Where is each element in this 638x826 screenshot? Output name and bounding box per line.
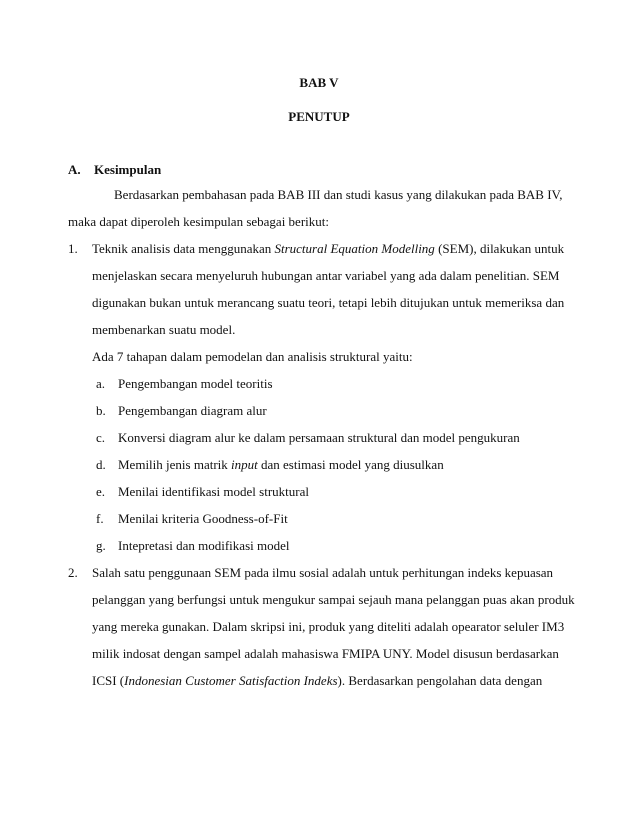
section-mark: A. [68, 162, 81, 177]
item-2-line-5 [92, 673, 556, 689]
item-1-line-3: digunakan bukan untuk merancang suatu teori, tetapi lebih ditujukan untuk memeriksa dan [92, 295, 565, 310]
step-e [96, 484, 309, 500]
step-letter: a. [96, 376, 106, 391]
intro-line-2: maka dapat diperoleh kesimpulan sebagai berikut: [68, 214, 329, 229]
step-f [96, 511, 288, 527]
chapter-number-text: BAB V [299, 75, 339, 90]
chapter-title-text: PENUTUP [288, 109, 350, 124]
item-2-number: 2. [68, 565, 78, 580]
step-text-b: dan estimasi model yang diusulkan [261, 457, 444, 472]
step-text: Menilai identifikasi model struktural [118, 484, 309, 499]
step-text-italic: input [231, 457, 258, 472]
step-a [96, 376, 273, 392]
item-1-line-1-a: Teknik analisis data menggunakan [92, 241, 272, 256]
step-text: Intepretasi dan modifikasi model [118, 538, 290, 553]
item-2-line-5-italic: Indonesian Customer Satisfaction Indeks [124, 673, 338, 688]
item-1-line-1 [92, 241, 565, 257]
chapter-number [0, 75, 638, 91]
section-heading [68, 162, 161, 178]
step-letter: d. [96, 457, 106, 472]
step-letter: b. [96, 403, 106, 418]
step-text: Menilai kriteria Goodness-of-Fit [118, 511, 288, 526]
step-letter: f. [96, 511, 104, 526]
step-text-a: Memilih jenis matrik [118, 457, 228, 472]
step-text: Pengembangan diagram alur [118, 403, 267, 418]
step-g [96, 538, 289, 554]
item-1-line-4: membenarkan suatu model. [92, 322, 236, 337]
step-letter: e. [96, 484, 106, 499]
step-letter: g. [96, 538, 106, 553]
item-2-line-2: pelanggan yang berfungsi untuk mengukur sampai sejauh mana pelanggan puas akan produk [92, 592, 575, 607]
item-1-line-2: menjelaskan secara menyeluruh hubungan antar variabel yang ada dalam penelitian. SEM [92, 268, 560, 283]
item-2-line-3: yang mereka gunakan. Dalam skripsi ini, produk yang diteliti adalah opearator seluler IM3 [92, 619, 565, 634]
step-d [96, 457, 444, 473]
item-2-line-5-b: ). Berdasarkan pengolahan data dengan [337, 673, 543, 688]
step-b [96, 403, 267, 419]
item-1-line-5: Ada 7 tahapan dalam pemodelan dan analisis struktural yaitu: [92, 349, 413, 364]
item-2-line-5-a: ICSI ( [92, 673, 125, 688]
step-text: Pengembangan model teoritis [118, 376, 273, 391]
item-1-number: 1. [68, 241, 78, 256]
chapter-title [0, 109, 638, 125]
step-c [96, 430, 520, 446]
intro-line-1: Berdasarkan pembahasan pada BAB III dan studi kasus yang dilakukan pada BAB IV, [114, 187, 563, 202]
section-title: Kesimpulan [94, 162, 162, 177]
item-1-line-1-italic: Structural Equation Modelling [274, 241, 435, 256]
step-letter: c. [96, 430, 106, 445]
item-2-line-4: milik indosat dengan sampel adalah mahasiswa FMIPA UNY. Model disusun berdasarkan [92, 646, 559, 661]
item-2-line-1: Salah satu penggunaan SEM pada ilmu sosial adalah untuk perhitungan indeks kepuasan [92, 565, 554, 580]
step-text: Konversi diagram alur ke dalam persamaan struktural dan model pengukuran [118, 430, 520, 445]
item-1-line-1-b: (SEM), dilakukan untuk [438, 241, 565, 256]
